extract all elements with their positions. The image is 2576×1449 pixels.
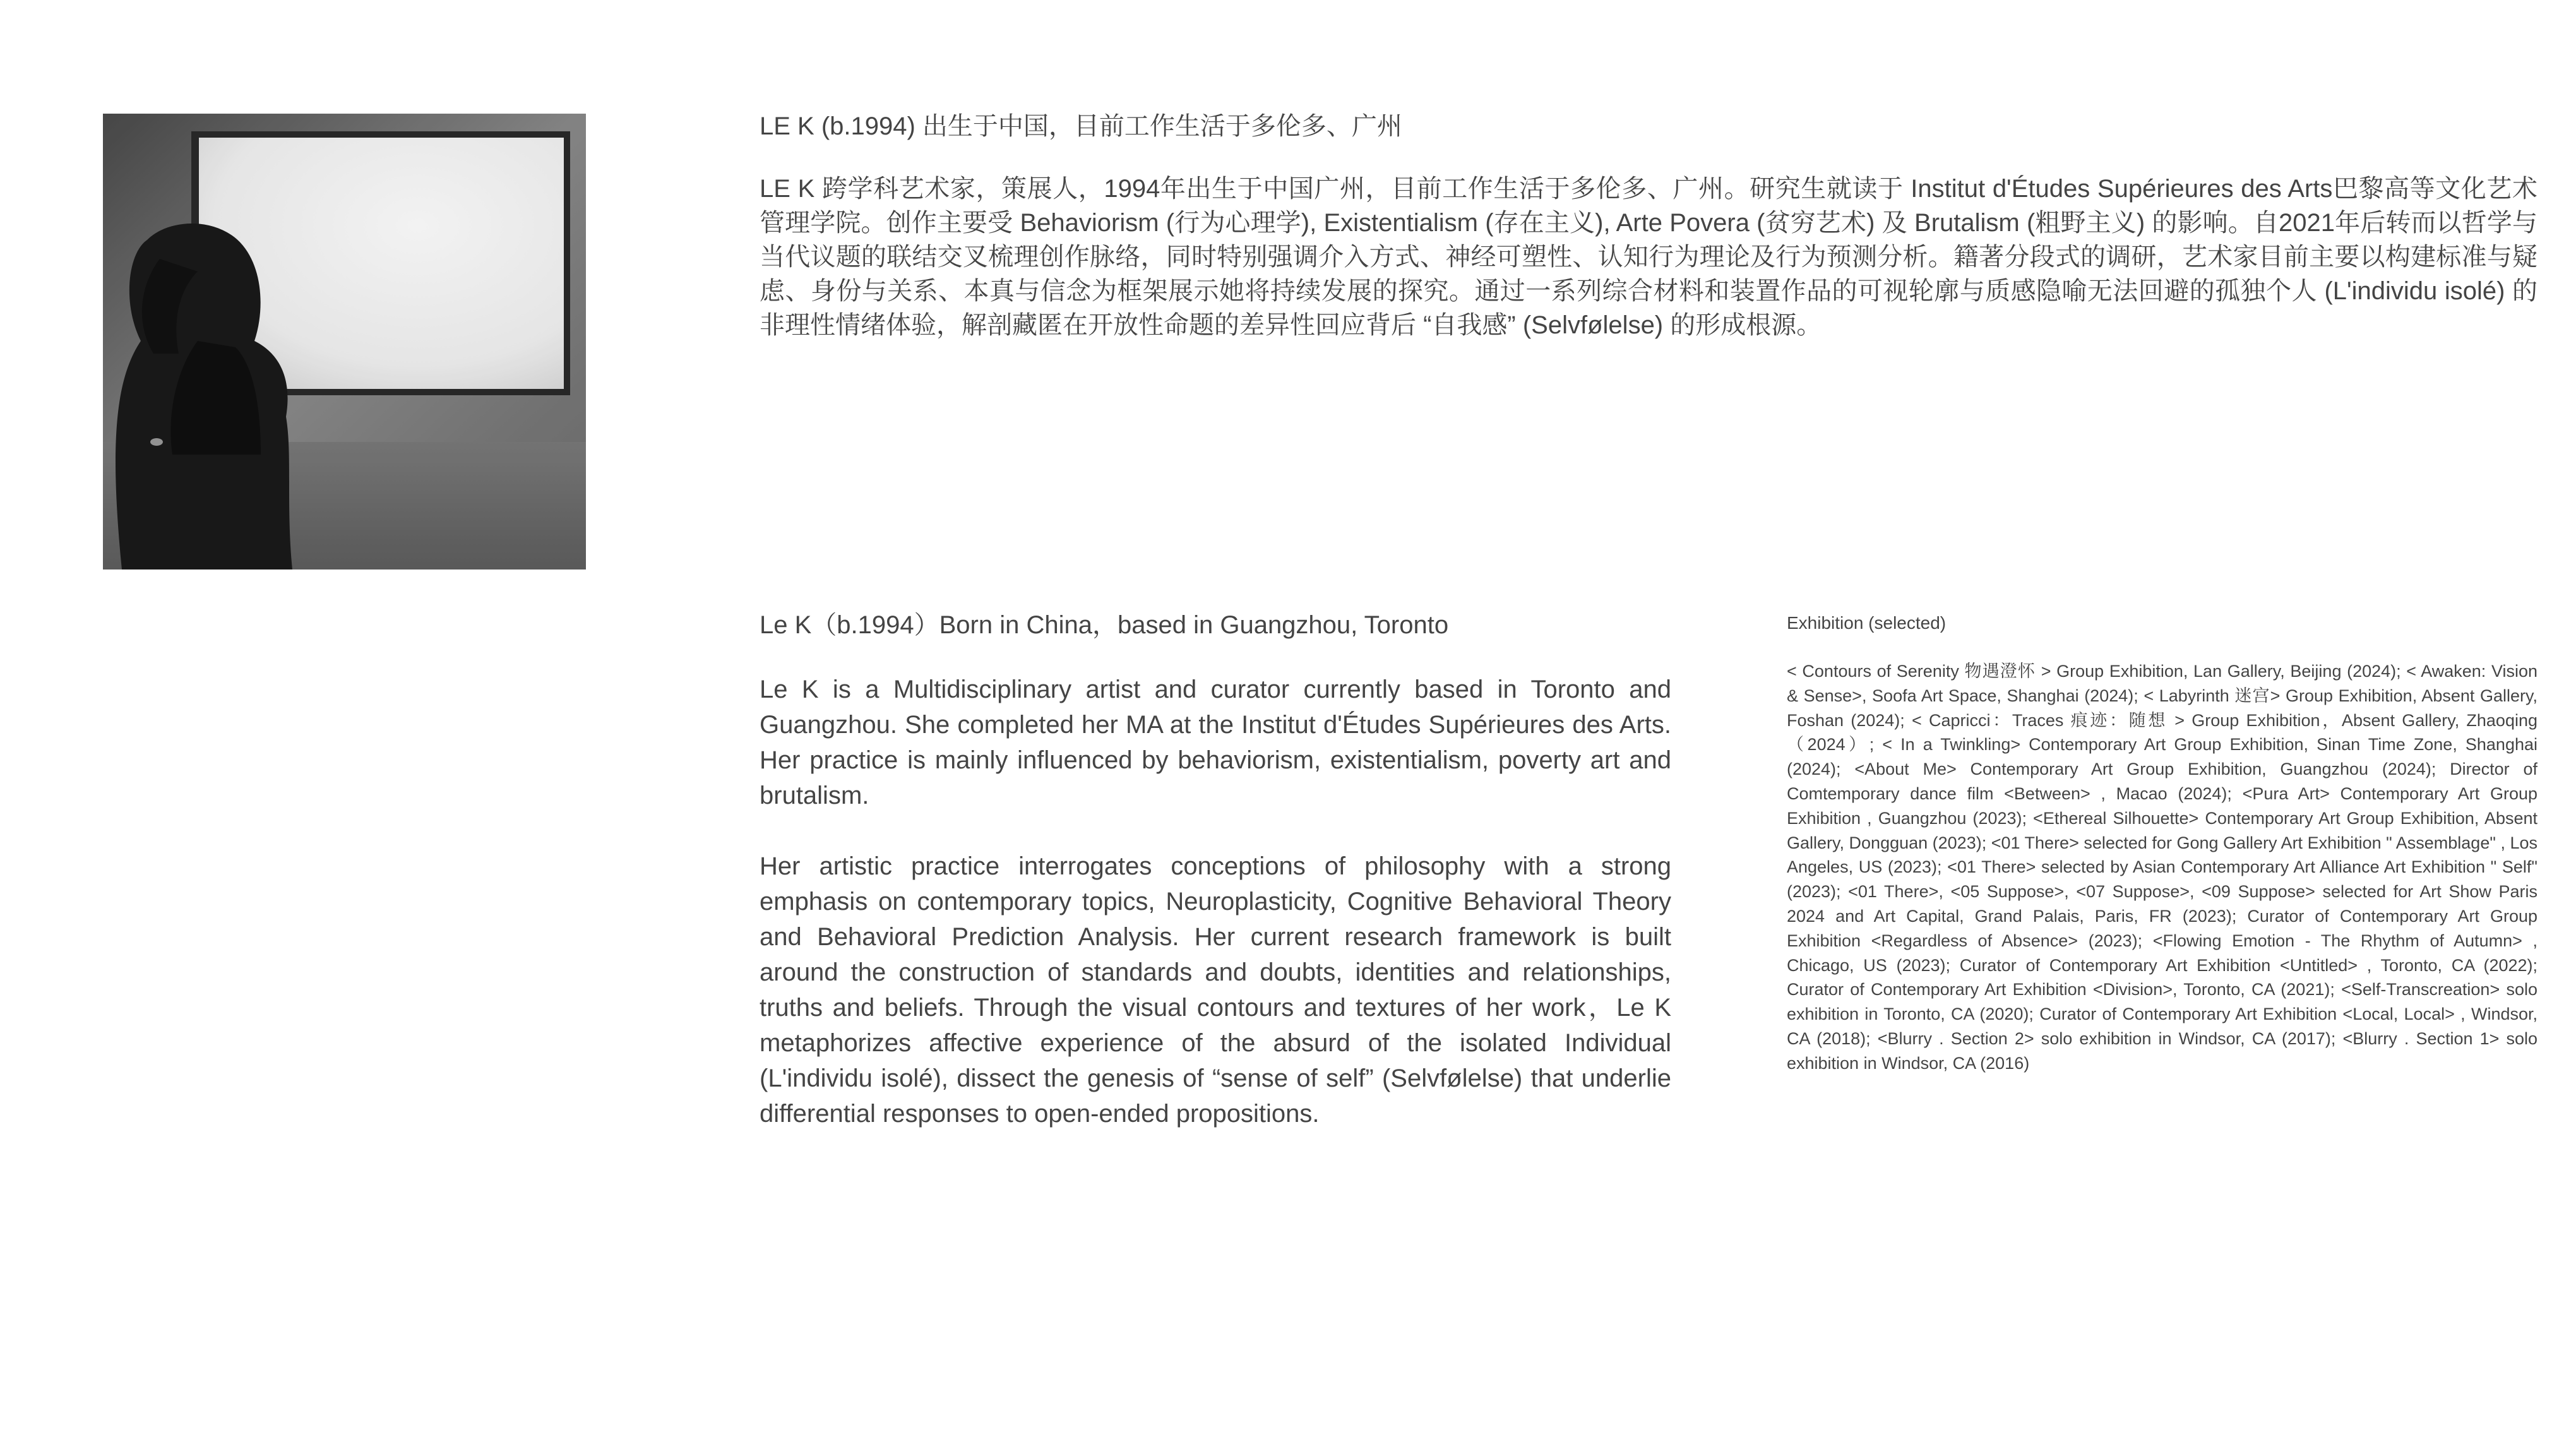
exhibitions-section [1787,611,2537,1076]
chinese-bio-heading: LE K (b.1994) 出生于中国，目前工作生活于多伦多、广州 [760,112,1402,140]
chinese-bio-body: LE K 跨学科艺术家，策展人，1994年出生于中国广州，目前工作生活于多伦多、广州。研究生就读于 Institut d'Études Supérieures des Arts巴黎高等文化艺术管理学院。创作主要受 Behaviorism (行为心理学), Existentialism (存在主义), Arte Povera (贫穷艺术) 及 Brutalism (粗野主义) 的影响。自2021年后转而以哲学与当代议题的联结交叉梳理创作脉络，同时特别强调介入方式、神经可塑性、认知行为理论及行为预测分析。籍著分段式的调研，艺术家目前主要以构建标准与疑虑、身份与关系、本真与信念为框架展示她将持续发展的探究。通过一系列综合材料和装置作品的可视轮廓与质感隐喻无法回避的孤独个人 (L'individu isolé) 的非理性情绪体验，解剖藏匿在开放性命题的差异性回应背后 “自我感” (Selvfølelse) 的形成根源。 [760,175,2537,339]
artist-portrait-photo [103,114,586,569]
chinese-bio-section [760,109,2537,342]
portrait-image [103,114,586,569]
english-bio-paragraph-1: Le K is a Multidisciplinary artist and curator currently based in Toronto and Guangzhou. She completed her MA at the Institut d'Études Supérieures des Arts. Her practice is mainly influenced by behaviorism, existentialism, poverty art and brutalism. [760,676,1671,809]
english-bio-section [760,607,1671,1167]
exhibitions-list: < Contours of Serenity 物遇澄怀 > Group Exhibition, Lan Gallery, Beijing (2024); < Awaken: Vision & Sense>, Soofa Art Space, Shanghai (2024); < Labyrinth 迷宫> Group Exhibition, Absent Gallery, Foshan (2024); < Capricci：Traces 痕迹：随想 > Group Exhibition，Absent Gallery, Zhaoqing（2024）; < In a Twinkling> Contemporary Art Group Exhibition, Sinan Time Zone, Shanghai (2024); <About Me> Contemporary Art Group Exhibition, Guangzhou (2024); Director of Comtemporary dance film <Between> , Macao (2024); <Pura Art> Contemporary Art Group Exhibition , Guangzhou (2023); <Ethereal Silhouette> Contemporary Art Group Exhibition, Absent Gallery, Dongguan (2023); <01 There> selected for Gong Gallery Art Exhibition " Assemblage" , Los Angeles, US (2023); <01 There> selected by Asian Contemporary Art Alliance Art Exhibition " Self" (2023); <01 There>, <05 Suppose>, <07 Suppose>, <09 Suppose> selected for Art Show Paris 2024 and Art Capital, Grand Palais, Paris, FR (2023); Curator of Contemporary Art Group Exhibition <Regardless of Absence> (2023); <Flowing Emotion - The Rhythm of Autumn> , Chicago, US (2023); Curator of Contemporary Art Exhibition <Untitled> , Toronto, CA (2022); Curator of Contemporary Art Exhibition <Division>, Toronto, CA (2021); <Self-Transcreation> solo exhibition in Toronto, CA (2020); Curator of Contemporary Art Exhibition <Local, Local> , Windsor, CA (2018); <Blurry . Section 2> solo exhibition in Windsor, CA (2017); <Blurry . Section 1> solo exhibition in Windsor, CA (2016) [1787,662,2537,1073]
english-bio-paragraph-2: Her artistic practice interrogates conceptions of philosophy with a strong emphasis on contemporary topics, Neuroplasticity, Cognitive Behavioral Theory and Behavioral Prediction Analysis. Her current research framework is built around the construction of standards and doubts, identities and relationships, truths and beliefs. Through the visual contours and textures of her work，Le K metaphorizes affective experience of the absurd of the isolated Individual (L'individu isolé), dissect the genesis of “sense of self” (Selvfølelse) that underlie differential responses to open-ended propositions. [760,852,1671,1128]
english-bio-heading: Le K（b.1994）Born in China，based in Guangzhou, Toronto [760,611,1449,639]
exhibitions-heading: Exhibition (selected) [1787,613,1947,633]
